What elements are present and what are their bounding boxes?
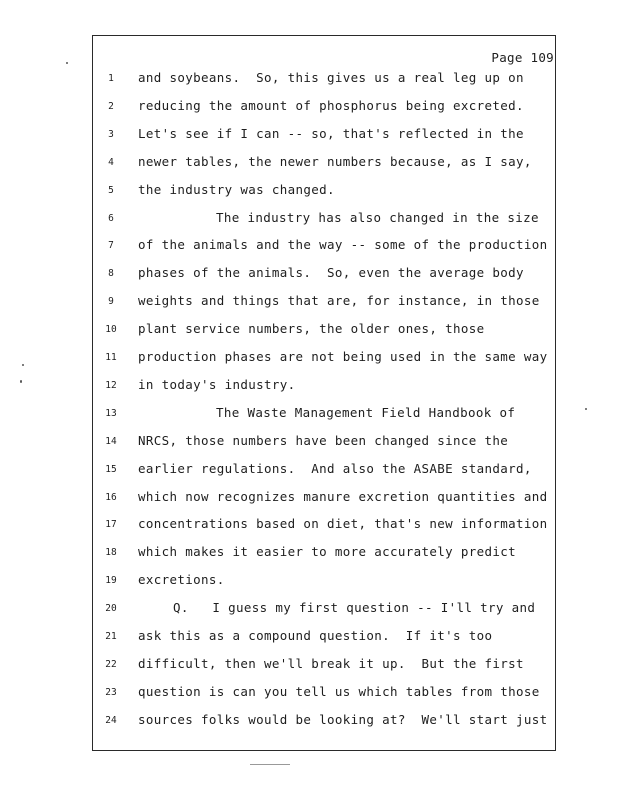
scan-speck [250,764,290,765]
transcript-line [0,237,618,257]
line-number: 4 [108,156,114,168]
line-number: 1 [108,73,114,84]
line-number: 11 [105,352,117,363]
transcript-line [0,489,618,509]
line-number: 13 [105,407,117,419]
transcript-line [0,182,618,202]
line-text: difficult, then we'll break it up. But the first [138,655,524,671]
line-number: 10 [105,324,117,336]
line-number: 22 [105,658,117,670]
line-text: sources folks would be looking at? We'll start just [138,711,548,727]
line-number: 16 [105,491,117,503]
line-number: 12 [105,379,117,391]
scan-speck [22,364,24,366]
line-text: in today's industry. [138,376,296,392]
line-text: newer tables, the newer numbers because, as I say, [138,153,532,169]
transcript-line [0,98,618,118]
line-number: 7 [108,240,114,252]
line-number: 15 [105,463,117,475]
scan-speck [66,62,68,64]
transcript-line [0,349,618,369]
transcript-line [0,377,618,397]
line-text: earlier regulations. And also the ASABE standard, [138,460,532,476]
transcript-line [0,210,618,230]
scan-speck [20,380,22,383]
transcript-line [0,126,618,146]
transcript-line [0,461,618,481]
transcript-line [0,433,618,453]
line-number: 21 [105,631,117,642]
line-number: 18 [105,547,117,559]
line-number: 19 [105,575,117,587]
line-text: plant service numbers, the older ones, those [138,321,485,337]
line-text: which makes it easier to more accurately predict [138,544,517,560]
transcript-line [0,656,618,676]
transcript-line [0,70,618,90]
line-text: which now recognizes manure excretion quantities and [138,488,548,504]
transcript-line [0,405,618,425]
transcript-line [0,293,618,313]
line-text: ask this as a compound question. If it's too [138,628,493,643]
line-number: 2 [108,100,114,112]
transcript-line [0,265,618,285]
line-text: weights and things that are, for instance, in those [138,293,540,309]
line-text: the industry was changed. [138,181,335,197]
line-text: of the animals and the way -- some of the production [138,237,548,253]
transcript-line [0,712,618,732]
transcript-line [0,600,618,620]
line-number: 17 [105,519,117,531]
line-text: excretions. [138,572,225,588]
line-number: 23 [105,686,117,698]
line-number: 8 [108,268,114,280]
transcript-line [0,544,618,564]
line-number: 20 [105,603,117,615]
scan-speck [585,408,587,410]
line-text: phases of the animals. So, even the average body [138,265,524,281]
line-number: 14 [105,435,117,447]
line-text: The industry has also changed in the size [216,209,539,225]
line-text: Let's see if I can -- so, that's reflected in the [138,125,524,141]
transcript-line [0,321,618,341]
transcript-line [0,516,618,536]
line-text: NRCS, those numbers have been changed since the [138,432,509,448]
transcript-line [0,628,618,648]
line-text: concentrations based on diet, that's new information [138,516,548,532]
line-text: question is can you tell us which tables from those [138,683,540,699]
transcript-line [0,154,618,174]
line-text: and soybeans. So, this gives us a real leg up on [138,70,524,85]
line-number: 9 [108,296,114,308]
line-text: Q. I guess my first question -- I'll try and [173,600,536,616]
page-number: Page 109 [491,50,554,65]
transcript-line [0,684,618,704]
transcript-line [0,572,618,592]
line-number: 5 [108,184,114,196]
line-number: 24 [105,714,117,726]
line-text: production phases are not being used in the same way [138,349,548,364]
line-number: 3 [108,128,114,140]
line-text: The Waste Management Field Handbook of [216,404,516,420]
line-number: 6 [108,212,114,224]
line-text: reducing the amount of phosphorus being excreted. [138,97,524,113]
